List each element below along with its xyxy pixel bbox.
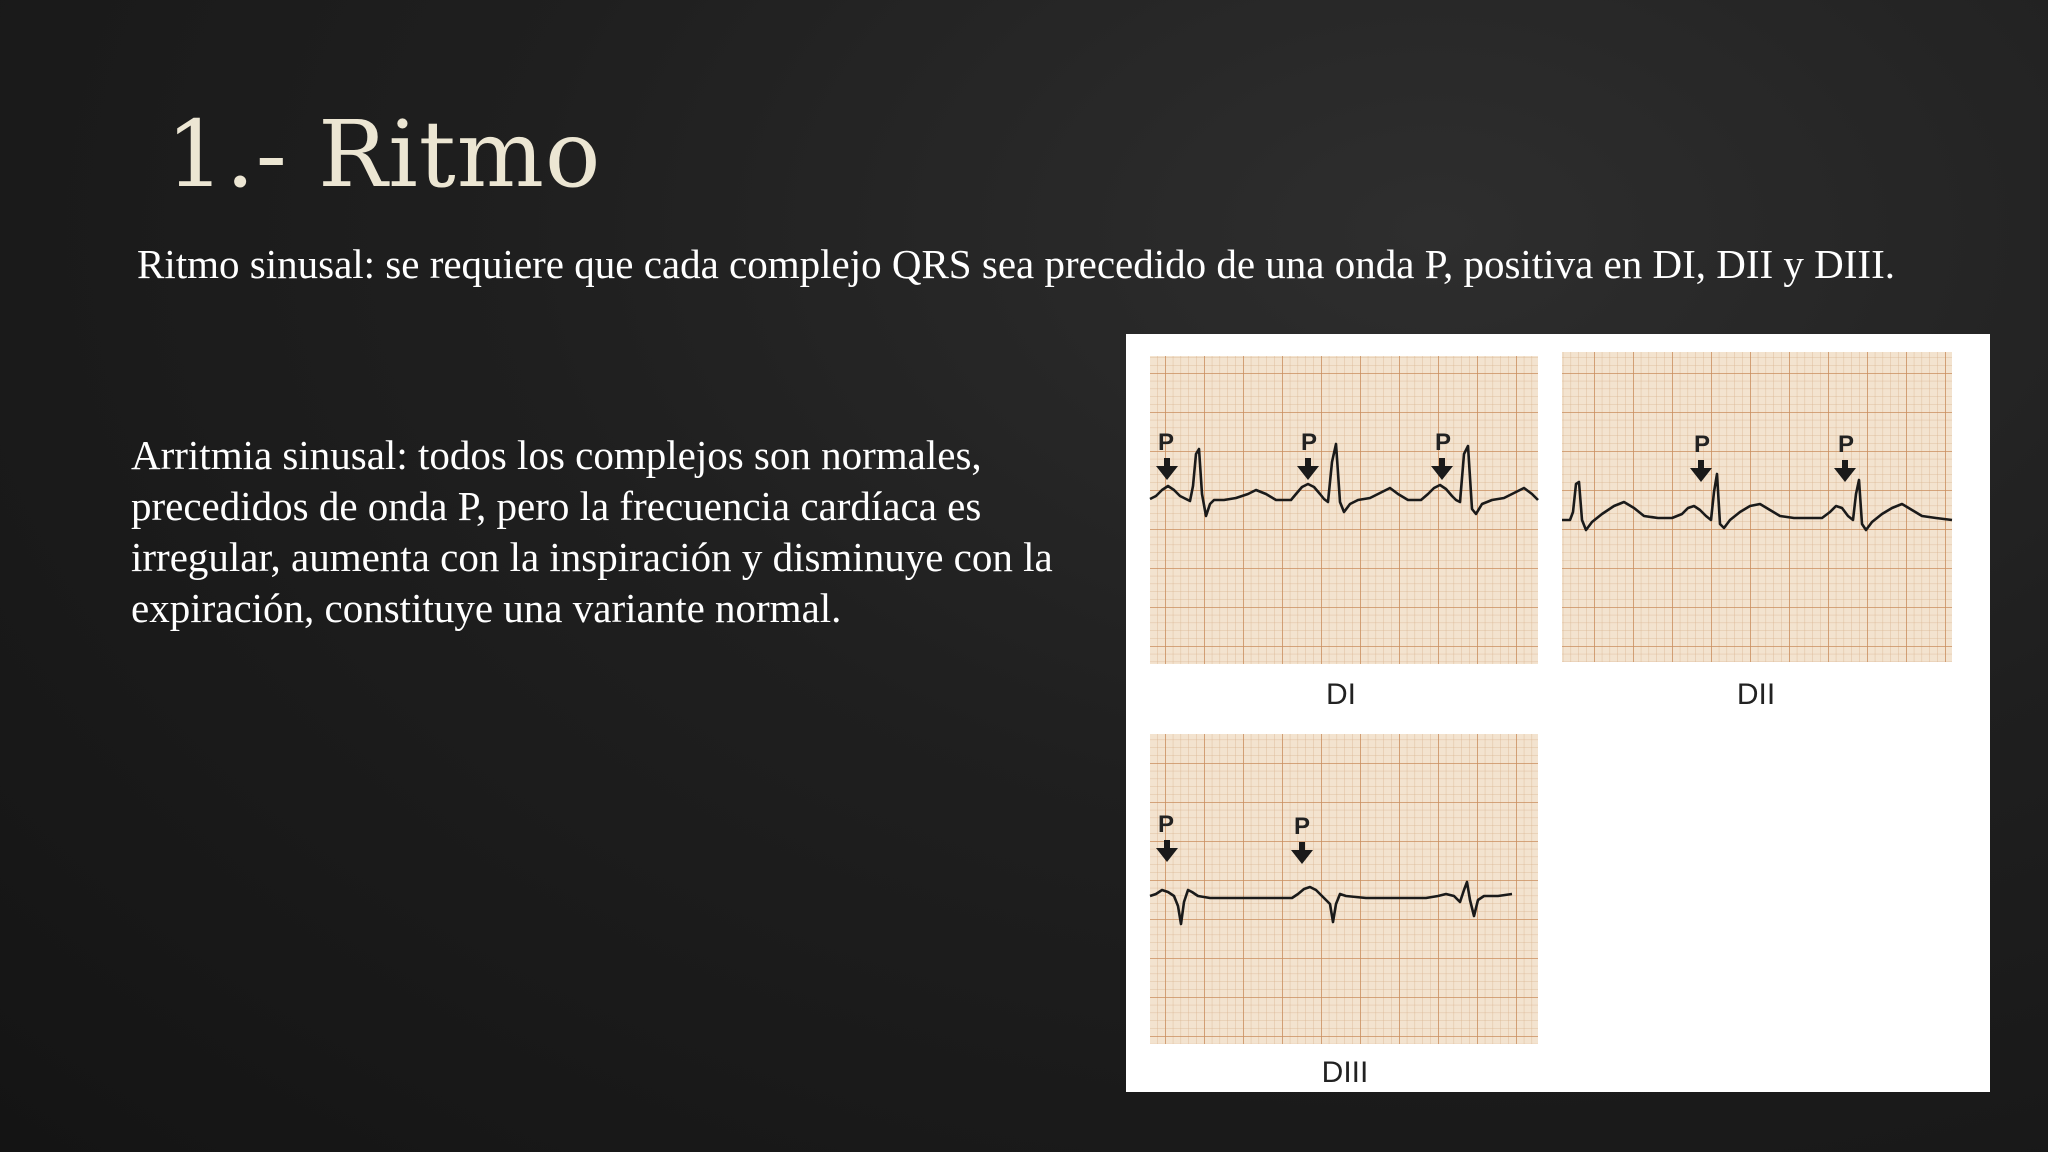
ecg-figure	[1126, 334, 1990, 1092]
p-label: P	[1838, 431, 1855, 458]
p-label: P	[1158, 429, 1175, 456]
ecg-strip-dii	[1562, 352, 1952, 711]
p-label: P	[1294, 813, 1311, 840]
p-label: P	[1435, 429, 1452, 456]
ecg-strip-diii	[1150, 734, 1538, 1089]
lead-label-di: DI	[1326, 678, 1356, 711]
p-label: P	[1158, 811, 1175, 838]
p-label: P	[1301, 429, 1318, 456]
ecg-figure-svg	[1126, 334, 1990, 1092]
ecg-grid-diii	[1150, 734, 1538, 1044]
sinus-rhythm-paragraph: Ritmo sinusal: se requiere que cada complejo QRS sea precedido de una onda P, positiva en DI, DII y DIII.	[137, 241, 1895, 287]
ecg-strip-di	[1150, 356, 1538, 711]
lead-label-dii: DII	[1736, 678, 1776, 711]
p-label: P	[1694, 431, 1711, 458]
sinus-arrhythmia-paragraph: Arritmia sinusal: todos los complejos son normales, precedidos de onda P, pero la frecuencia cardíaca es irregular, aumenta con la inspiración y disminuye con la expiración, constituye una variante normal.	[131, 432, 1053, 631]
lead-label-diii: DIII	[1321, 1056, 1369, 1089]
slide-title: 1.- Ritmo	[166, 101, 602, 208]
